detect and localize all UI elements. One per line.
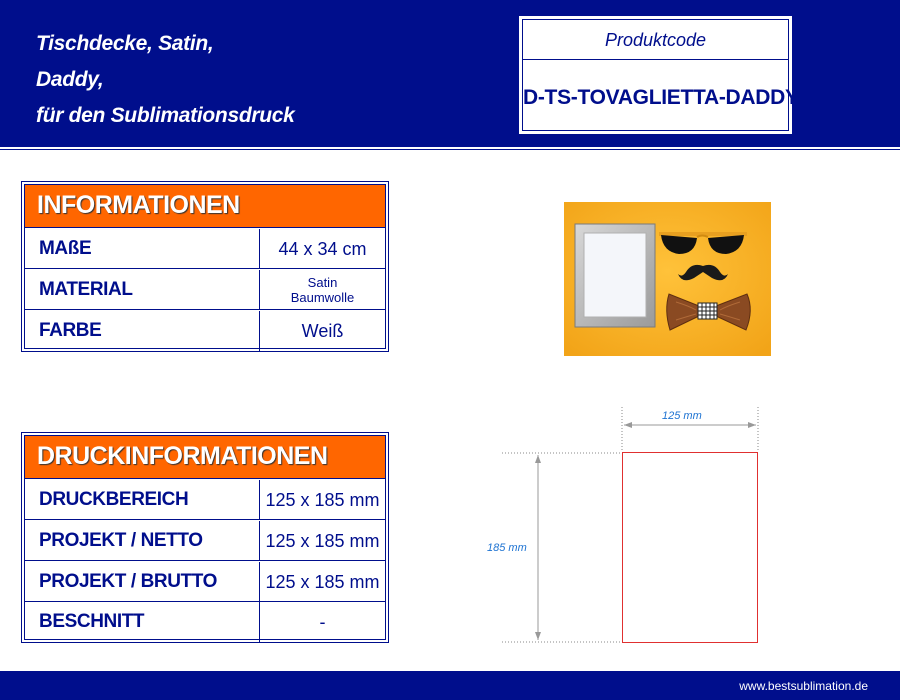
row-value-beschnitt: - — [319, 612, 326, 632]
product-code-value: D-TS-TOVAGLIETTA-DADDY — [523, 86, 799, 109]
row-value-projekt-brutto: 125 x 185 mm — [265, 572, 380, 592]
product-title — [36, 26, 295, 134]
width-arrow-right — [748, 422, 756, 428]
druckinformationen-title: DRUCKINFORMATIONEN — [37, 442, 328, 470]
druckinformationen-table-inner — [24, 435, 386, 640]
row-value-masse: 44 x 34 cm — [278, 239, 367, 259]
footer-bar — [0, 671, 900, 700]
informationen-header — [25, 185, 385, 228]
product-image — [564, 202, 771, 356]
product-title-line-3: für den Sublimationsdruck — [36, 104, 295, 127]
product-code-box-inner — [522, 19, 799, 131]
photo-frame-icon — [575, 224, 655, 327]
table-row — [25, 562, 385, 602]
table-row — [25, 229, 385, 269]
product-title-line-1: Tischdecke, Satin, — [36, 32, 214, 55]
row-label-material: MATERIAL — [39, 279, 133, 300]
print-area-diagram — [480, 395, 780, 655]
row-value-material — [260, 270, 385, 310]
informationen-title: INFORMATIONEN — [37, 191, 240, 219]
row-value-druckbereich: 125 x 185 mm — [265, 490, 380, 510]
row-label-projekt-netto: PROJEKT / NETTO — [39, 530, 203, 551]
table-row — [25, 602, 385, 642]
row-label-masse: MAßE — [39, 238, 92, 259]
row-label-projekt-brutto: PROJEKT / BRUTTO — [39, 571, 217, 592]
header-divider-thin — [0, 149, 900, 150]
height-arrow-top — [535, 455, 541, 463]
material-line-1: Satin — [307, 275, 338, 290]
table-row — [25, 270, 385, 310]
row-value-farbe: Weiß — [301, 321, 344, 341]
product-code-label: Produktcode — [523, 20, 788, 60]
informationen-table-inner — [24, 184, 386, 349]
row-label-farbe: FARBE — [39, 320, 102, 341]
row-label-beschnitt: BESCHNITT — [39, 611, 145, 632]
product-title-line-2: Daddy, — [36, 68, 104, 91]
informationen-table — [21, 181, 389, 352]
material-line-2: Baumwolle — [290, 290, 355, 305]
print-area-rectangle — [623, 453, 758, 643]
table-row — [25, 311, 385, 351]
website-link[interactable]: www.bestsublimation.de — [739, 679, 868, 693]
druckinformationen-header — [25, 436, 385, 479]
row-label-druckbereich: DRUCKBEREICH — [39, 489, 189, 510]
width-label: 125 mm — [662, 410, 702, 422]
product-code-box — [518, 15, 799, 135]
height-label: 185 mm — [487, 542, 527, 554]
row-value-projekt-netto: 125 x 185 mm — [265, 531, 380, 551]
height-arrow-bottom — [535, 632, 541, 640]
druckinformationen-table — [21, 432, 389, 643]
width-arrow-left — [624, 422, 632, 428]
print-area-dimensions — [480, 395, 780, 655]
table-row — [25, 521, 385, 561]
table-row — [25, 480, 385, 520]
